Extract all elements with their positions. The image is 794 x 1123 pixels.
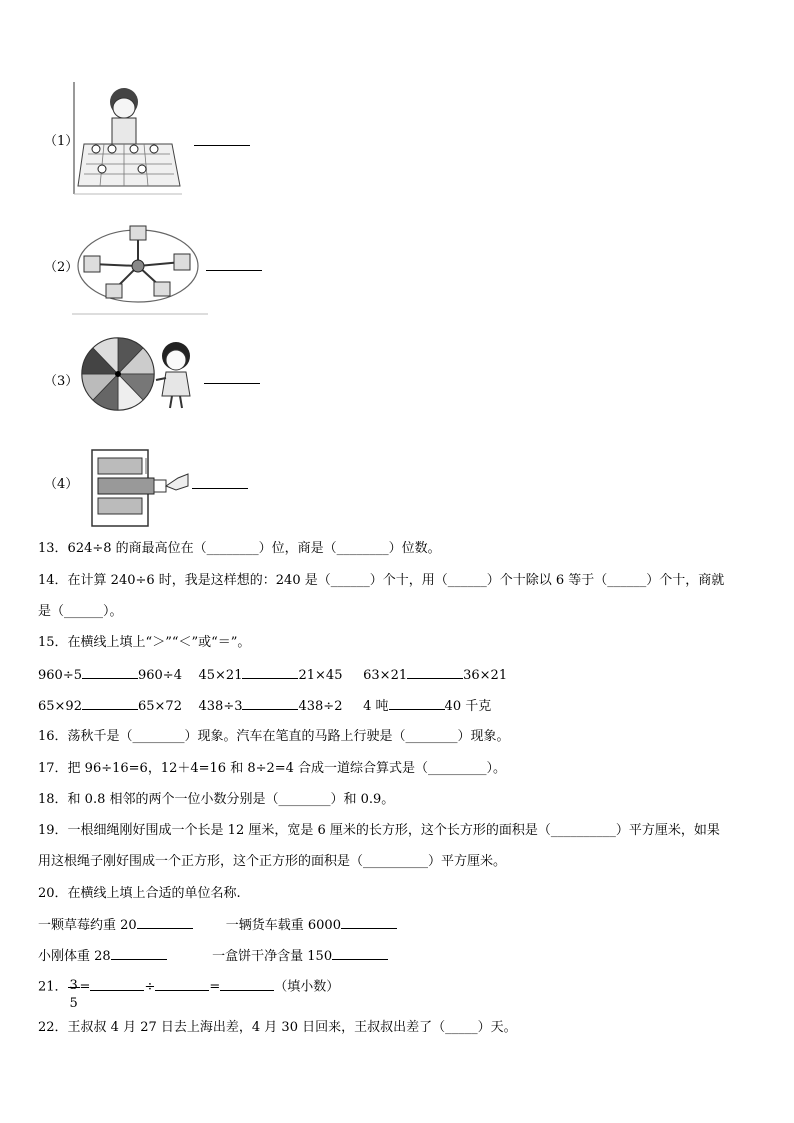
fraction-numerator: 3 <box>69 978 78 993</box>
unit-prompt: 一辆货车载重 6000 <box>225 918 341 933</box>
boy-chess-image <box>72 82 182 196</box>
unit-prompt: 一颗草莓约重 20 <box>38 918 137 933</box>
question-14-line-1: 14．在计算 240÷6 时，我是这样想的：240 是（______）个十，用（______）个十除以 6 等于（______）个十，商就 <box>38 573 725 588</box>
fraction-denominator: 5 <box>69 996 78 1011</box>
compare-blank[interactable] <box>242 697 298 710</box>
question-15-row-1 <box>38 666 507 685</box>
compare-right: 21×45 <box>298 668 343 683</box>
question-17: 17．把 96÷16=6，12＋4=16 和 8÷2=4 合成一道综合算式是（_________）。 <box>38 761 507 776</box>
compare-left: 65×92 <box>38 699 82 714</box>
question-21-note: （填小数） <box>274 979 340 995</box>
drawer-pull-image <box>90 444 190 528</box>
decimal-blank[interactable] <box>220 978 274 991</box>
compare-left: 63×21 <box>363 668 408 683</box>
spinning-wheel-girl-image <box>80 336 204 414</box>
question-13: 13．624÷8 的商最高位在（________）位，商是（________）位数。 <box>38 541 441 556</box>
item-1-label: （1） <box>44 134 79 149</box>
unit-blank[interactable] <box>341 916 397 929</box>
unit-blank[interactable] <box>332 947 388 960</box>
compare-blank[interactable] <box>242 666 298 679</box>
divide-sign: ÷ <box>144 979 156 995</box>
question-20: 20．在横线上填上合适的单位名称. <box>38 886 241 901</box>
item-3-label: （3） <box>44 374 79 389</box>
equals-sign: = <box>209 979 221 995</box>
compare-blank[interactable] <box>82 697 138 710</box>
question-14-line-2: 是（______）。 <box>38 604 123 619</box>
fraction <box>68 970 80 1011</box>
question-19-line-1: 19．一根细绳刚好围成一个长是 12 厘米，宽是 6 厘米的长方形，这个长方形的面积是（__________）平方厘米，如果 <box>38 823 720 838</box>
compare-blank[interactable] <box>389 697 445 710</box>
compare-right: 438÷2 <box>298 699 343 714</box>
divisor-blank[interactable] <box>155 978 209 991</box>
item-2-blank[interactable] <box>206 258 262 275</box>
unit-blank[interactable] <box>137 916 193 929</box>
question-18: 18．和 0.8 相邻的两个一位小数分别是（________）和 0.9。 <box>38 792 395 807</box>
question-19-line-2: 用这根绳子刚好围成一个正方形，这个正方形的面积是（__________）平方厘米。 <box>38 854 507 869</box>
dividend-blank[interactable] <box>90 978 144 991</box>
unit-prompt: 小刚体重 28 <box>38 949 111 964</box>
item-4-label: （4） <box>44 477 79 492</box>
compare-right: 36×21 <box>463 668 508 683</box>
question-22: 22．王叔叔 4 月 27 日去上海出差，4 月 30 日回来，王叔叔出差了（_____）天。 <box>38 1020 517 1035</box>
question-21-number: 21． <box>38 979 68 995</box>
compare-left: 45×21 <box>198 668 243 683</box>
question-20-row-1 <box>38 916 397 935</box>
item-2-label: （2） <box>44 260 79 275</box>
item-4-blank[interactable] <box>192 476 248 493</box>
question-20-row-2 <box>38 947 388 966</box>
question-15: 15．在横线上填上“＞”“＜”或“＝”。 <box>38 635 251 650</box>
item-3-blank[interactable] <box>204 371 260 388</box>
item-1-blank[interactable] <box>194 133 250 150</box>
compare-right: 960÷4 <box>137 668 182 683</box>
compare-left: 438÷3 <box>198 699 243 714</box>
compare-left: 4 吨 <box>363 699 389 714</box>
question-15-row-2 <box>38 697 491 716</box>
question-16: 16．荡秋千是（________）现象。汽车在笔直的马路上行驶是（________）现象。 <box>38 729 510 744</box>
carousel-ride-image <box>72 218 208 316</box>
compare-blank[interactable] <box>407 666 463 679</box>
compare-blank[interactable] <box>82 666 138 679</box>
compare-left: 960÷5 <box>38 668 82 683</box>
compare-right: 65×72 <box>137 699 182 714</box>
unit-blank[interactable] <box>111 947 167 960</box>
unit-prompt: 一盒饼干净含量 150 <box>212 949 333 964</box>
compare-right: 40 千克 <box>444 699 492 714</box>
equals-sign: = <box>79 979 91 995</box>
question-21 <box>38 970 340 1011</box>
